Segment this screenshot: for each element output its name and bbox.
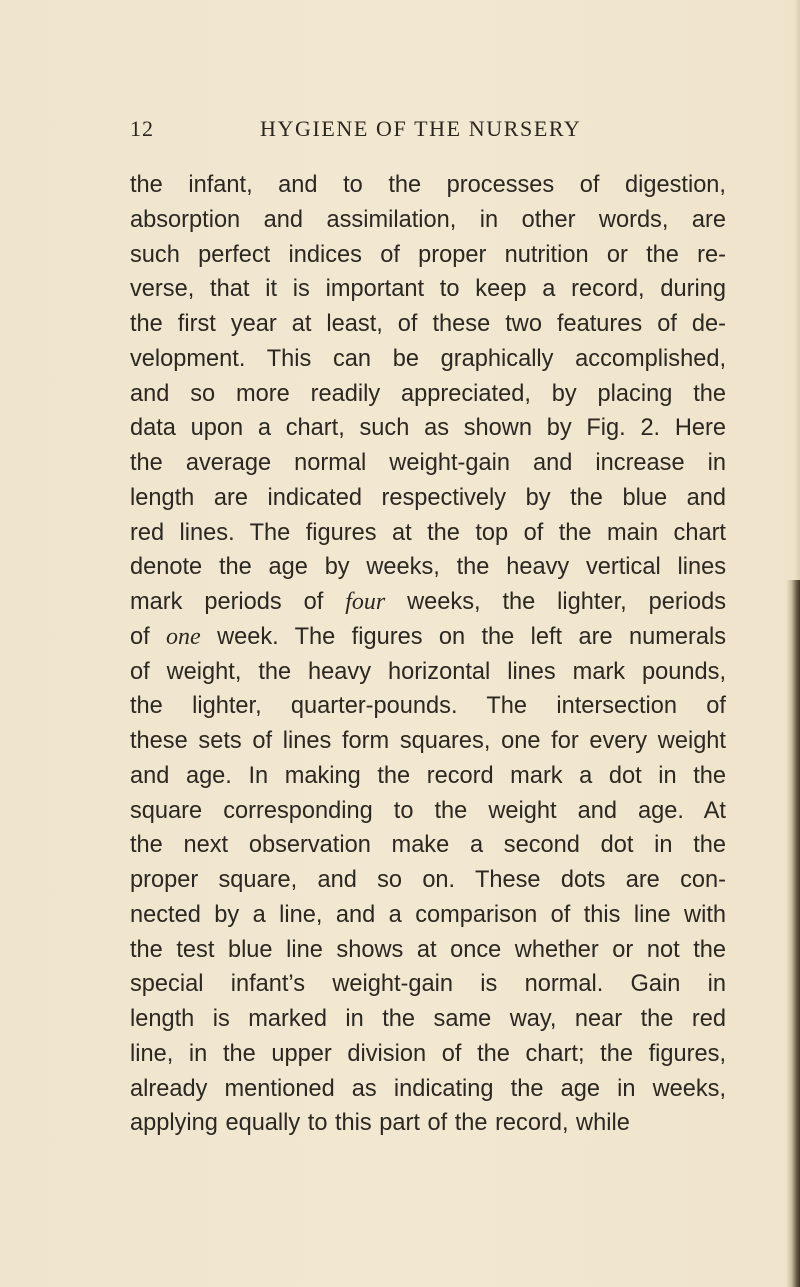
page-number: 12 bbox=[130, 116, 154, 141]
text-line: length is marked in the same way, near the red bbox=[130, 1006, 726, 1032]
text-run: mark periods of bbox=[130, 589, 346, 615]
text-line: such perfect indices of proper nutrition or the re- bbox=[130, 241, 726, 268]
text-line: and age. In making the record mark a dot in the bbox=[130, 762, 726, 789]
page-header bbox=[130, 116, 730, 146]
page-edge-shadow bbox=[786, 580, 800, 1287]
text-line: length are indicated respectively by the blue and bbox=[130, 484, 726, 511]
text-line: the next observation make a second dot in the bbox=[130, 832, 726, 859]
text-line: already mentioned as indicating the age in weeks, bbox=[130, 1075, 726, 1102]
text-line: the lighter, quarter-pounds. The intersection of bbox=[130, 693, 726, 720]
text-line: absorption and assimilation, in other words, are bbox=[130, 206, 726, 233]
text-line: line, in the upper division of the chart; the figures, bbox=[130, 1040, 726, 1067]
italic-word: four bbox=[345, 589, 386, 615]
text-line: proper square, and so on. These dots are con- bbox=[130, 867, 726, 893]
text-line: nected by a line, and a comparison of this line with bbox=[130, 901, 726, 928]
text-line: square corresponding to the weight and age. At bbox=[130, 797, 726, 824]
page-edge-shadow-top bbox=[794, 0, 800, 580]
text-line: applying equally to this part of the record, while bbox=[130, 1110, 630, 1137]
text-line: red lines. The figures at the top of the main chart bbox=[130, 519, 726, 546]
text-line: these sets of lines form squares, one for every weight bbox=[130, 728, 726, 754]
text-line: velopment. This can be graphically accomplished, bbox=[130, 345, 726, 372]
text-run: of bbox=[130, 623, 167, 650]
text-run: week. The figures on the left are numerals bbox=[200, 623, 726, 650]
text-line: data upon a chart, such as shown by Fig. 2. Here bbox=[130, 415, 726, 442]
text-line bbox=[130, 585, 726, 620]
text-line: verse, that it is important to keep a record, during bbox=[130, 276, 726, 303]
italic-word: one bbox=[166, 623, 201, 650]
text-line: of weight, the heavy horizontal lines mark pounds, bbox=[130, 658, 726, 685]
text-line bbox=[130, 620, 726, 655]
text-line: the test blue line shows at once whether or not the bbox=[130, 936, 726, 963]
running-head: HYGIENE OF THE NURSERY bbox=[260, 116, 582, 141]
text-line: denote the age by weeks, the heavy vertical lines bbox=[130, 554, 726, 581]
text-line: the infant, and to the processes of digestion, bbox=[130, 172, 726, 198]
body-text bbox=[130, 168, 726, 1141]
text-line: the first year at least, of these two features of de- bbox=[130, 311, 726, 337]
text-line: special infant’s weight-gain is normal. Gain in bbox=[130, 971, 726, 998]
text-line: and so more readily appreciated, by placing the bbox=[130, 380, 726, 407]
text-line: the average normal weight-gain and increase in bbox=[130, 450, 726, 476]
text-run: weeks, the lighter, periods bbox=[385, 589, 726, 615]
